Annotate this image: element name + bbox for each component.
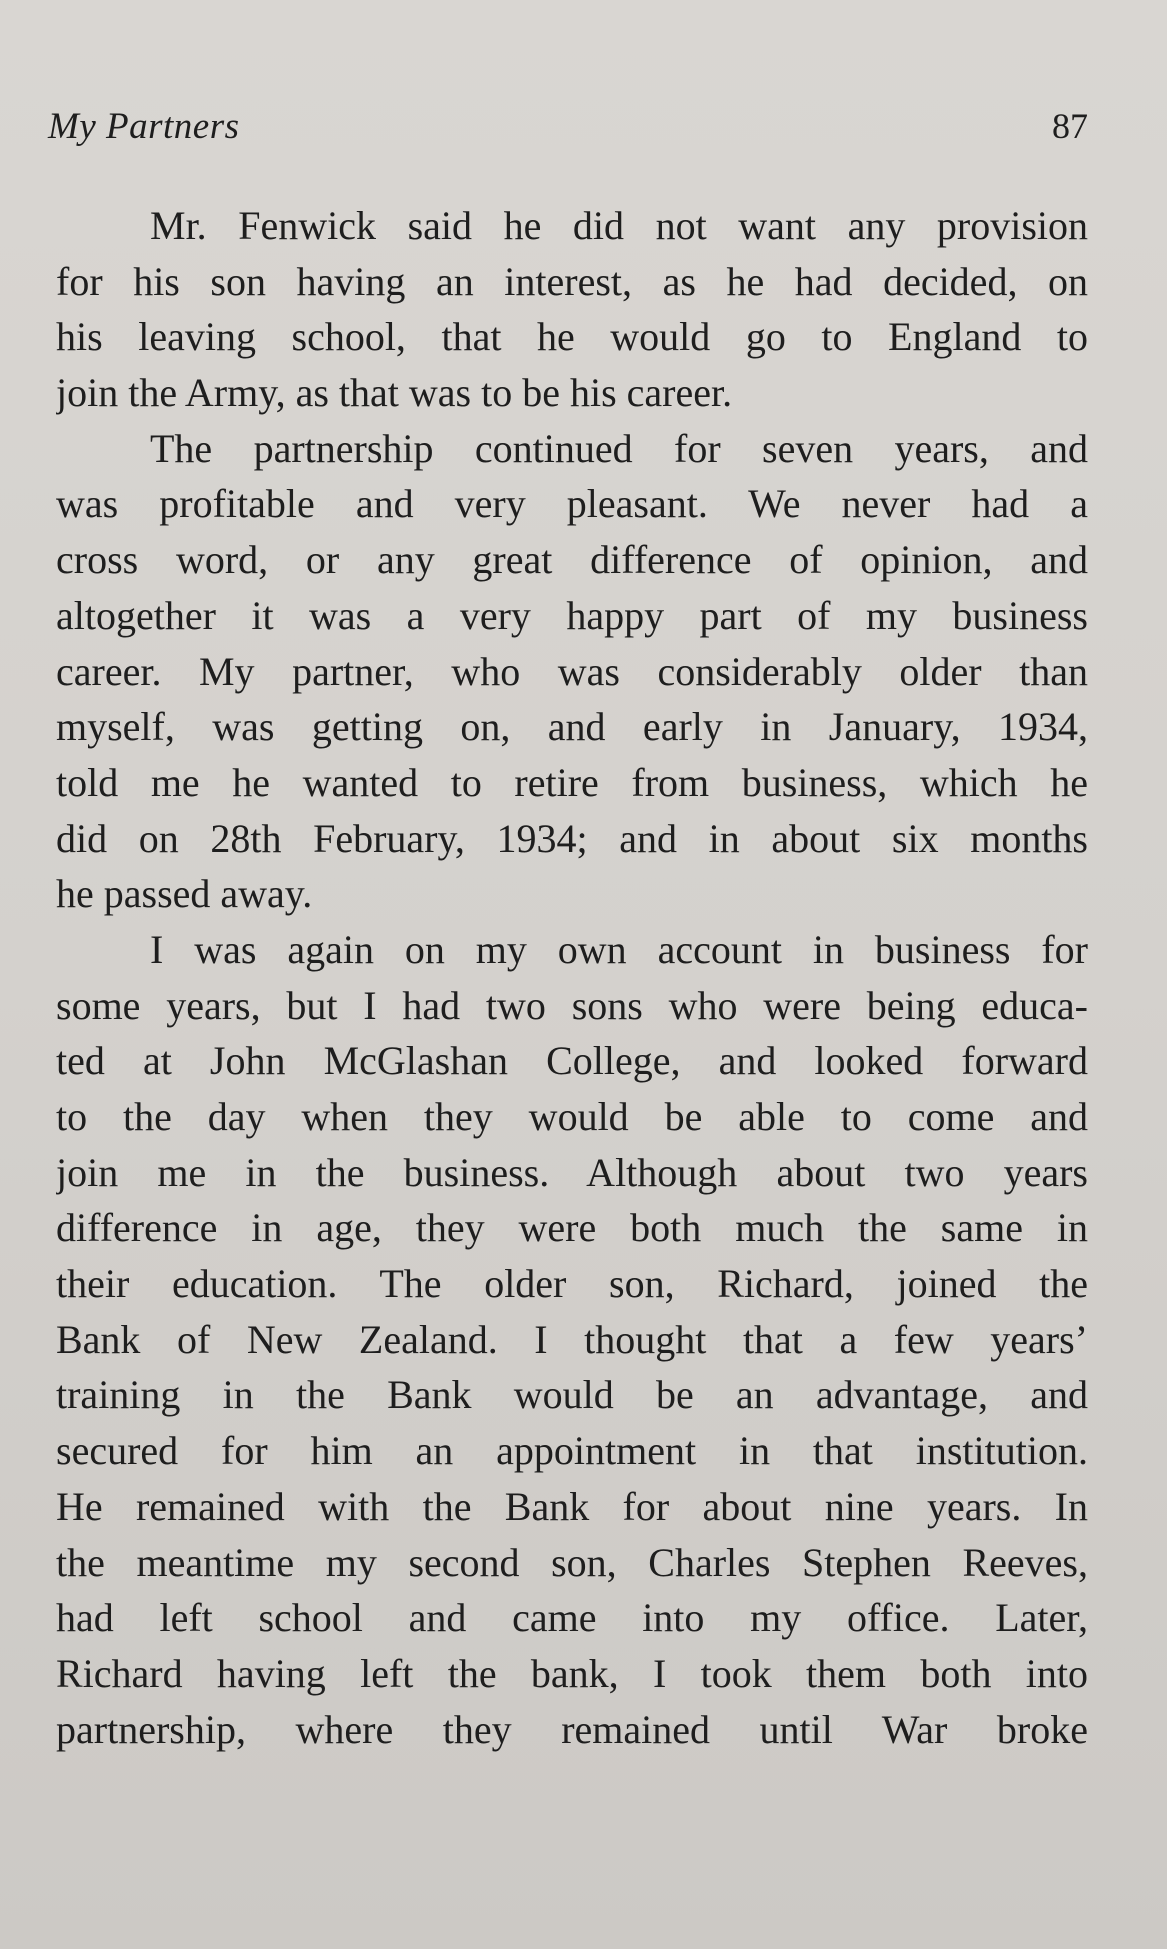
text-line: cross word, or any great difference of opinion, and (56, 537, 1088, 583)
text-line: I was again on my own account in business for (150, 926, 1088, 972)
text-line: did on 28th February, 1934; and in about six months (56, 815, 1088, 861)
text-line: He remained with the Bank for about nine years. In (56, 1483, 1088, 1529)
paragraph-3 (56, 922, 1088, 1757)
text-line: career. My partner, who was considerably older than (56, 648, 1088, 694)
running-head (48, 105, 1088, 155)
text-line: partnership, where they remained until War broke (56, 1706, 1088, 1752)
text-line: Mr. Fenwick said he did not want any provision (150, 203, 1088, 248)
text-line: some years, but I had two sons who were being educa- (56, 982, 1088, 1028)
text-line: myself, was getting on, and early in January, 1934, (56, 704, 1088, 750)
text-line: their education. The older son, Richard, joined the (56, 1261, 1088, 1307)
paragraph-1 (56, 198, 1088, 421)
text-line: to the day when they would be able to come and (56, 1094, 1088, 1139)
text-line: ted at John McGlashan College, and looked forward (56, 1038, 1088, 1084)
text-line: Richard having left the bank, I took them both into (56, 1650, 1088, 1696)
text-line: had left school and came into my office. Later, (56, 1595, 1088, 1641)
text-line: training in the Bank would be an advantage, and (56, 1372, 1088, 1418)
text-line: Bank of New Zealand. I thought that a few years’ (56, 1316, 1088, 1362)
body-text (56, 198, 1088, 1757)
text-line: join the Army, as that was to be his career. (56, 370, 733, 416)
running-title: My Partners (48, 106, 240, 147)
text-line: his leaving school, that he would go to England to (56, 314, 1088, 360)
text-line: secured for him an appointment in that institution. (56, 1428, 1088, 1474)
page-number: 87 (1052, 106, 1088, 146)
text-line: the meantime my second son, Charles Stephen Reeves, (56, 1539, 1088, 1585)
text-line: he passed away. (56, 871, 313, 917)
text-line: The partnership continued for seven years, and (150, 425, 1088, 471)
text-line: told me he wanted to retire from business, which he (56, 759, 1088, 805)
text-line: was profitable and very pleasant. We never had a (56, 481, 1088, 527)
text-line: difference in age, they were both much the same in (56, 1205, 1088, 1251)
text-line: for his son having an interest, as he had decided, on (56, 258, 1088, 304)
paragraph-2 (56, 421, 1088, 922)
text-line: altogether it was a very happy part of my business (56, 592, 1088, 638)
text-line: join me in the business. Although about two years (56, 1149, 1088, 1195)
